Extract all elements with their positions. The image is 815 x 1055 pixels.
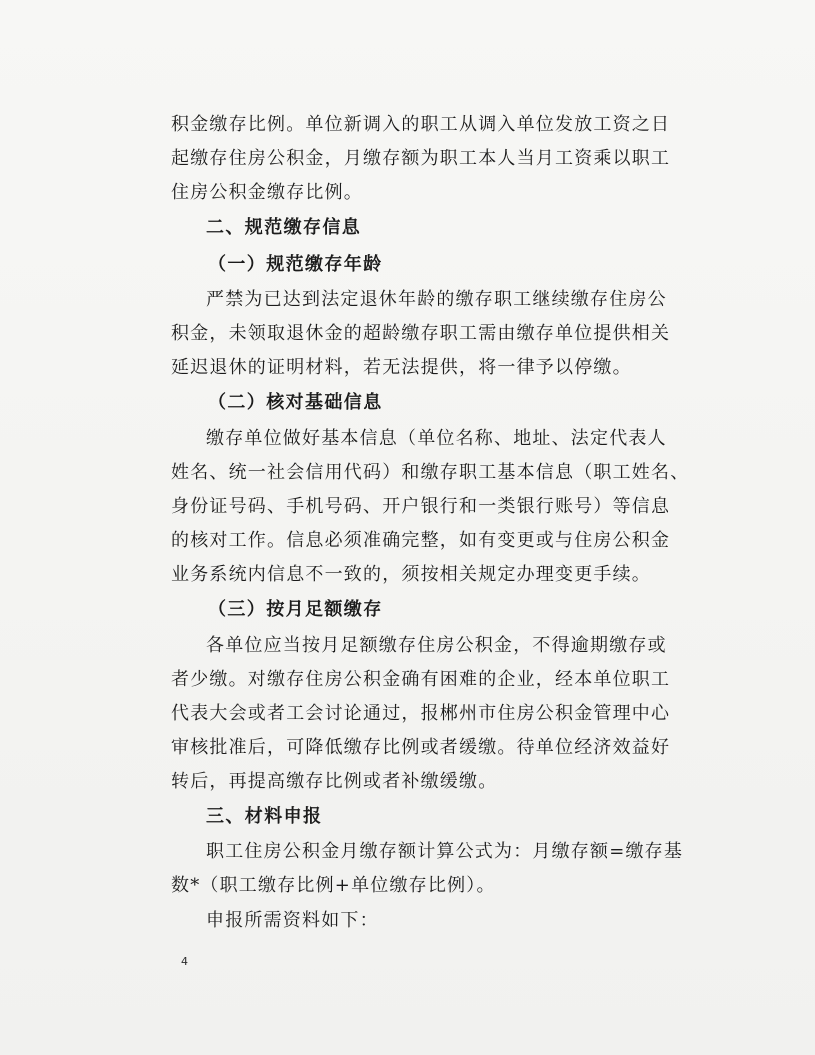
paragraph-line: 住房公积金缴存比例。 [171,182,363,203]
paragraph-line: 职工住房公积金月缴存额计算公式为：月缴存额=缴存基 [206,841,684,862]
subsection-heading: （二）核对基础信息 [208,392,383,413]
subsection-heading: （一）规范缴存年龄 [208,254,383,275]
paragraph-line: 的核对工作。信息必须准确完整，如有变更或与住房公积金 [171,530,671,551]
section-heading: 二、规范缴存信息 [206,217,362,238]
paragraph-line: 业务系统内信息不一致的，须按相关规定办理变更手续。 [171,564,651,585]
paragraph-line: 积金，未领取退休金的超龄缴存职工需由缴存单位提供相关 [171,323,671,344]
page-number: 4 [181,955,188,968]
paragraph-line: 积金缴存比例。单位新调入的职工从调入单位发放工资之日 [171,114,671,135]
paragraph-line: 起缴存住房公积金，月缴存额为职工本人当月工资乘以职工 [171,148,671,169]
paragraph-line: 者少缴。对缴存住房公积金确有困难的企业，经本单位职工 [171,669,671,690]
paragraph-line: 各单位应当按月足额缴存住房公积金，不得逾期缴存或 [206,635,667,656]
subsection-heading: （三）按月足额缴存 [208,599,383,620]
paragraph-line: 申报所需资料如下： [206,910,379,931]
section-heading: 三、材料申报 [206,806,323,827]
paragraph-line: 数*（职工缴存比例+单位缴存比例）。 [171,875,496,896]
paragraph-line: 缴存单位做好基本信息（单位名称、地址、法定代表人 [206,428,667,449]
paragraph-line: 姓名、统一社会信用代码）和缴存职工基本信息（职工姓名、 [171,462,690,483]
paragraph-line: 身份证号码、手机号码、开户银行和一类银行账号）等信息 [171,496,671,517]
paragraph-line: 延迟退休的证明材料，若无法提供，将一律予以停缴。 [171,357,632,378]
paragraph-line: 审核批准后，可降低缴存比例或者缓缴。待单位经济效益好 [171,737,671,758]
paragraph-line: 代表大会或者工会讨论通过，报郴州市住房公积金管理中心 [171,703,671,724]
paragraph-line: 转后，再提高缴存比例或者补缴缓缴。 [171,771,498,792]
paragraph-line: 严禁为已达到法定退休年龄的缴存职工继续缴存住房公 [206,289,667,310]
